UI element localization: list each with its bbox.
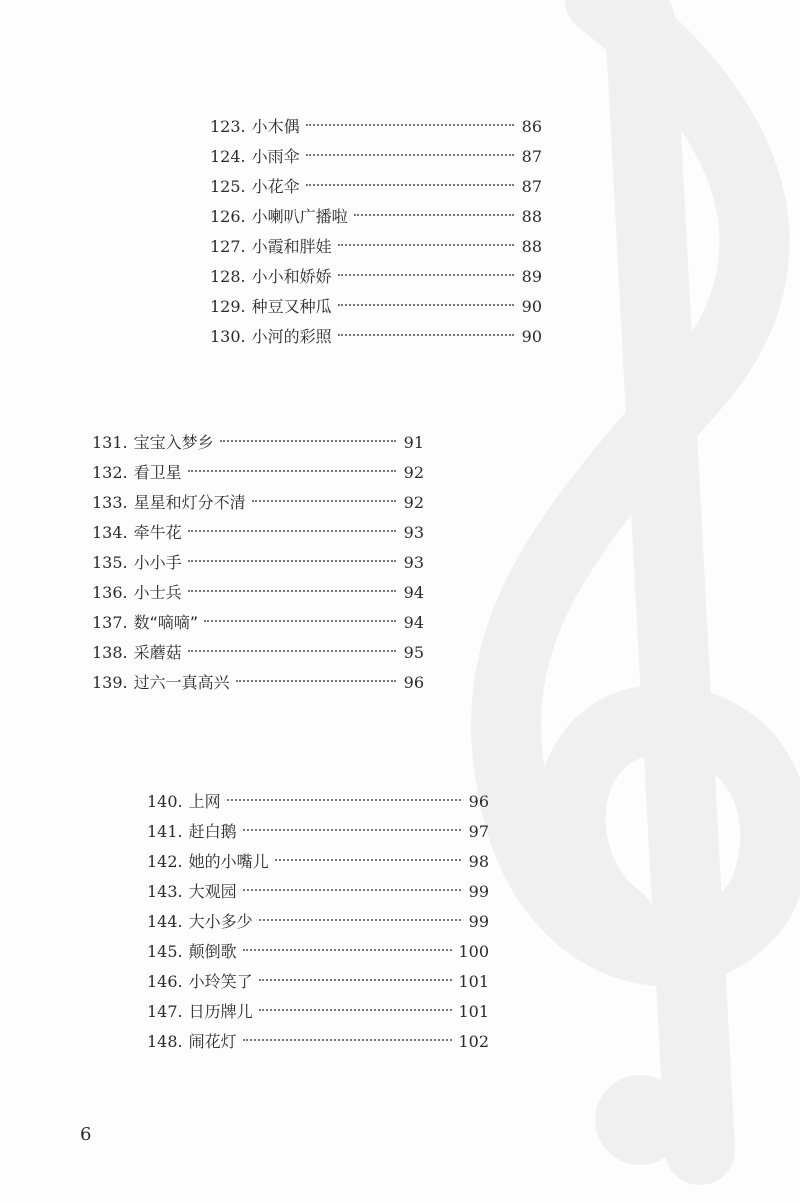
entry-page: 92 (403, 493, 424, 512)
toc-entry[interactable] (210, 232, 542, 262)
leader-dots (275, 859, 461, 861)
toc-entry[interactable] (92, 578, 424, 608)
leader-dots (252, 500, 396, 502)
entry-number: 126. (210, 207, 246, 226)
entry-page: 100 (458, 942, 489, 961)
entry-page: 98 (468, 852, 489, 871)
entry-title: 小霞和胖娃 (251, 237, 332, 256)
entry-number: 130. (210, 327, 246, 346)
toc-entry[interactable] (147, 937, 489, 967)
entry-number: 132. (92, 463, 128, 482)
leader-dots (243, 1039, 453, 1041)
entry-number: 144. (147, 912, 183, 931)
entry-number: 139. (92, 673, 128, 692)
entry-number: 124. (210, 147, 246, 166)
entry-page: 96 (468, 792, 489, 811)
toc-entry[interactable] (92, 428, 424, 458)
leader-dots (188, 560, 396, 562)
leader-dots (204, 620, 396, 622)
entry-page: 92 (403, 463, 424, 482)
entry-title: 大小多少 (188, 912, 253, 931)
entry-number: 131. (92, 433, 128, 452)
leader-dots (188, 530, 396, 532)
entry-page: 91 (403, 433, 424, 452)
leader-dots (259, 919, 461, 921)
entry-title: 上网 (188, 792, 221, 811)
entry-number: 148. (147, 1032, 183, 1051)
entry-title: 看卫星 (133, 463, 182, 482)
entry-page: 101 (458, 972, 489, 991)
entry-title: 小喇叭广播啦 (251, 207, 348, 226)
leader-dots (306, 154, 514, 156)
leader-dots (338, 334, 514, 336)
toc-entry[interactable] (92, 488, 424, 518)
entry-page: 87 (521, 177, 542, 196)
leader-dots (259, 1009, 453, 1011)
entry-number: 129. (210, 297, 246, 316)
leader-dots (338, 304, 514, 306)
entry-title: 日历牌儿 (188, 1002, 253, 1021)
entry-page: 99 (468, 882, 489, 901)
entry-page: 95 (403, 643, 424, 662)
entry-number: 143. (147, 882, 183, 901)
entry-title: 小河的彩照 (251, 327, 332, 346)
toc-entry[interactable] (92, 518, 424, 548)
entry-number: 137. (92, 613, 128, 632)
toc-entry[interactable] (92, 458, 424, 488)
toc-entry[interactable] (147, 967, 489, 997)
toc-entry[interactable] (210, 202, 542, 232)
entry-title: 过六一真高兴 (133, 673, 230, 692)
entry-page: 102 (458, 1032, 489, 1051)
entry-page: 93 (403, 523, 424, 542)
entry-number: 138. (92, 643, 128, 662)
entry-title: 数“嘀嘀” (133, 613, 199, 632)
leader-dots (338, 244, 514, 246)
entry-title: 采蘑菇 (133, 643, 182, 662)
toc-entry[interactable] (147, 847, 489, 877)
entry-page: 94 (403, 583, 424, 602)
entry-number: 127. (210, 237, 246, 256)
toc-entry[interactable] (210, 142, 542, 172)
entry-title: 闹花灯 (188, 1032, 237, 1051)
entry-number: 133. (92, 493, 128, 512)
leader-dots (338, 274, 514, 276)
entry-title: 小雨伞 (251, 147, 300, 166)
entry-title: 小花伞 (251, 177, 300, 196)
entry-title: 小小手 (133, 553, 182, 572)
entry-number: 123. (210, 117, 246, 136)
toc-entry[interactable] (92, 548, 424, 578)
entry-page: 86 (521, 117, 542, 136)
entry-title: 宝宝入梦乡 (133, 433, 214, 452)
entry-number: 125. (210, 177, 246, 196)
toc-entry[interactable] (210, 292, 542, 322)
entry-number: 135. (92, 553, 128, 572)
entry-number: 142. (147, 852, 183, 871)
entry-number: 128. (210, 267, 246, 286)
entry-page: 90 (521, 327, 542, 346)
leader-dots (243, 829, 461, 831)
toc-section-3 (147, 787, 489, 1057)
entry-title: 大观园 (188, 882, 237, 901)
entry-page: 89 (521, 267, 542, 286)
entry-number: 134. (92, 523, 128, 542)
entry-title: 颠倒歌 (188, 942, 237, 961)
entry-title: 小玲笑了 (188, 972, 253, 991)
toc-entry[interactable] (210, 262, 542, 292)
leader-dots (306, 124, 514, 126)
entry-page: 88 (521, 207, 542, 226)
entry-title: 星星和灯分不清 (133, 493, 246, 512)
leader-dots (188, 650, 396, 652)
toc-section-2 (92, 428, 424, 698)
entry-page: 90 (521, 297, 542, 316)
toc-entry[interactable] (210, 112, 542, 142)
entry-title: 小小和娇娇 (251, 267, 332, 286)
leader-dots (243, 889, 461, 891)
toc-entry[interactable] (147, 787, 489, 817)
toc-entry[interactable] (147, 907, 489, 937)
entry-title: 她的小嘴儿 (188, 852, 269, 871)
entry-page: 88 (521, 237, 542, 256)
entry-number: 141. (147, 822, 183, 841)
entry-title: 牵牛花 (133, 523, 182, 542)
toc-entry[interactable] (147, 877, 489, 907)
entry-number: 147. (147, 1002, 183, 1021)
entry-number: 145. (147, 942, 183, 961)
entry-title: 小木偶 (251, 117, 300, 136)
leader-dots (306, 184, 514, 186)
page-number: 6 (80, 1124, 92, 1145)
entry-number: 136. (92, 583, 128, 602)
entry-page: 101 (458, 1002, 489, 1021)
entry-title: 种豆又种瓜 (251, 297, 332, 316)
entry-title: 小士兵 (133, 583, 182, 602)
entry-page: 87 (521, 147, 542, 166)
entry-number: 140. (147, 792, 183, 811)
leader-dots (220, 440, 396, 442)
toc-entry[interactable] (147, 1027, 489, 1057)
toc-entry[interactable] (147, 817, 489, 847)
toc-entry[interactable] (210, 322, 542, 352)
toc-entry[interactable] (147, 997, 489, 1027)
entry-number: 146. (147, 972, 183, 991)
leader-dots (227, 799, 461, 801)
leader-dots (354, 214, 514, 216)
toc-entry[interactable] (92, 638, 424, 668)
entry-title: 赶白鹅 (188, 822, 237, 841)
leader-dots (188, 470, 396, 472)
entry-page: 94 (403, 613, 424, 632)
leader-dots (188, 590, 396, 592)
leader-dots (243, 949, 453, 951)
toc-section-1 (210, 112, 542, 352)
entry-page: 99 (468, 912, 489, 931)
entry-page: 96 (403, 673, 424, 692)
entry-page: 93 (403, 553, 424, 572)
leader-dots (236, 680, 396, 682)
entry-page: 97 (468, 822, 489, 841)
toc-entry[interactable] (92, 608, 424, 638)
toc-entry[interactable] (210, 172, 542, 202)
toc-entry[interactable] (92, 668, 424, 698)
leader-dots (259, 979, 453, 981)
